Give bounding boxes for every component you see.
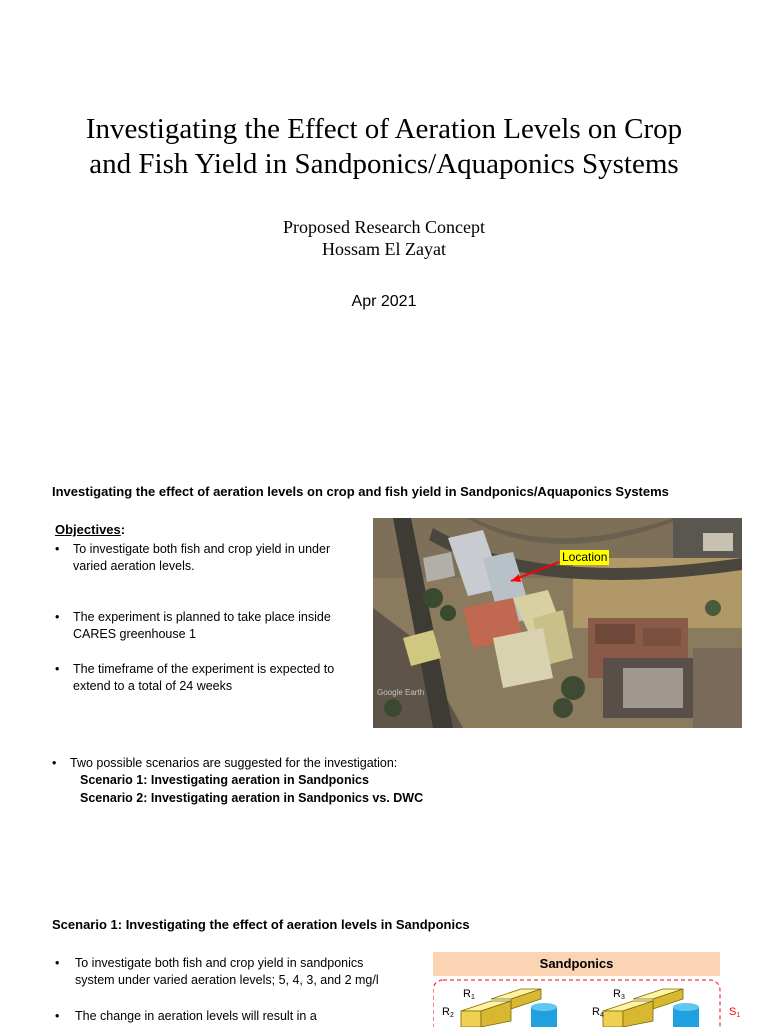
presentation-title <box>0 112 768 182</box>
scenario-1-slide <box>0 905 768 1024</box>
label-r2: R2 <box>442 1006 454 1019</box>
label-s1: S1 <box>729 1006 741 1019</box>
label-r3: R3 <box>613 988 625 1001</box>
subtitle-line-1: Proposed Research Concept <box>283 217 485 237</box>
objective-bullet-1 <box>55 541 365 577</box>
bullet-dot: • <box>55 542 60 556</box>
title-line-2: and Fish Yield in Sandponics/Aquaponics Systems <box>89 148 679 180</box>
bullet-dot: • <box>55 662 60 676</box>
fish-tank-1-top <box>531 1003 557 1011</box>
objective-bullet-3 <box>55 661 365 697</box>
title-line-1: Investigating the Effect of Aeration Levels on Crop <box>85 113 683 145</box>
google-earth-watermark: Google Earth <box>377 688 425 697</box>
bullet-dot: • <box>55 1009 60 1023</box>
bullet-line: varied aeration levels. <box>73 559 195 573</box>
scenarios-intro: • Two possible scenarios are suggested for the investigation: <box>52 756 398 770</box>
slide-heading: Investigating the effect of aeration levels on crop and fish yield in Sandponics/Aquaponics Systems <box>52 484 669 499</box>
slide-heading: Scenario 1: Investigating the effect of aeration levels in Sandponics <box>52 917 470 932</box>
bullet-line: To investigate both fish and crop yield in sandponics <box>75 956 364 970</box>
scenario-bullet-1 <box>55 955 415 991</box>
label-r1: R1 <box>463 988 475 1001</box>
scenario-bullet-2 <box>55 1008 415 1026</box>
satellite-image <box>373 518 742 728</box>
overview-slide <box>0 470 768 880</box>
grow-bed-r2-front <box>461 1011 481 1027</box>
bullet-line: extend to a total of 24 weeks <box>73 679 233 693</box>
bullet-dot: • <box>52 756 57 770</box>
grow-bed-r4-front <box>603 1011 623 1027</box>
fish-tank-2-top <box>673 1003 699 1011</box>
bullet-line: The timeframe of the experiment is expected to <box>73 662 335 676</box>
objectives-label-text: Objectives <box>55 522 121 537</box>
bullet-line: The experiment is planned to take place inside <box>73 610 331 624</box>
objectives-colon: : <box>120 522 126 537</box>
objective-bullet-2 <box>55 609 365 645</box>
author-name: Hossam El Zayat <box>322 239 446 259</box>
bullet-line: CARES greenhouse 1 <box>73 627 196 641</box>
bullet-dot: • <box>55 956 60 970</box>
label-r4: R4 <box>592 1006 604 1019</box>
scenario-2-label: Scenario 2: Investigating aeration in Sandponics vs. DWC <box>80 791 424 805</box>
site-satellite-map <box>373 518 742 728</box>
bullet-line: The change in aeration levels will result in a <box>75 1009 317 1023</box>
bullet-line: To investigate both fish and crop yield in under <box>73 542 331 556</box>
location-label: Location <box>562 550 608 564</box>
scenario-1-label: Scenario 1: Investigating aeration in Sandponics <box>80 773 369 787</box>
bullet-line: system under varied aeration levels; 5, 4, 3, and 2 mg/l <box>75 973 379 987</box>
sandponics-panel-title: Sandponics <box>433 952 720 976</box>
objectives-label <box>55 522 125 537</box>
presentation-subtitle <box>0 216 768 260</box>
sandponics-system-diagram <box>433 977 753 1027</box>
presentation-date: Apr 2021 <box>351 293 417 310</box>
title-slide <box>0 0 768 440</box>
bullet-dot: • <box>55 610 60 624</box>
